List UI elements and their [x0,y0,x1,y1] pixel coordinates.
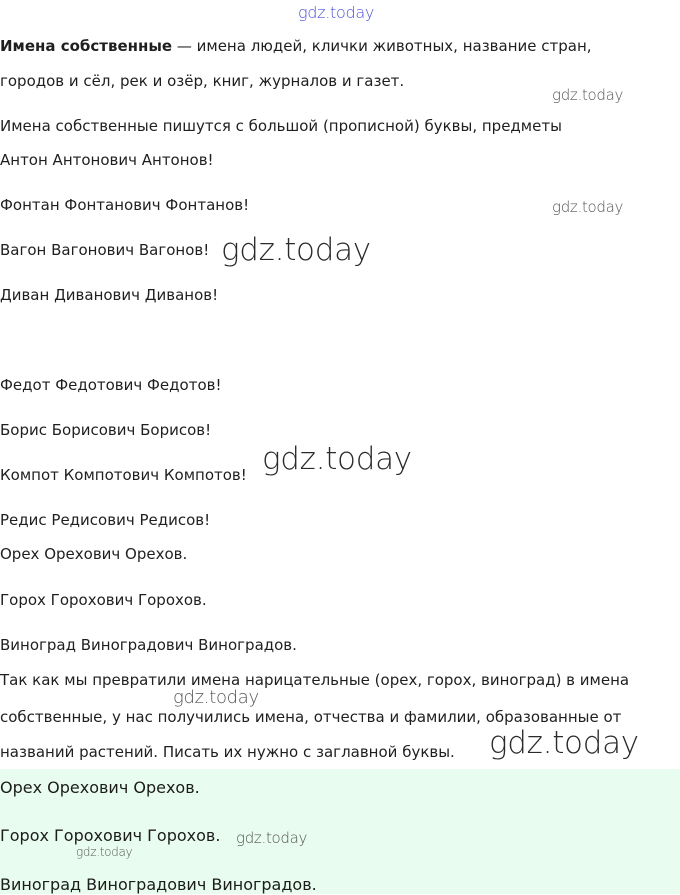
name-line-4: Диван Диванович Диванов! [0,286,219,304]
answer-block [0,769,680,894]
explanation-line-1: Так как мы превратили имена нарицательные (орех, горох, виноград) в имена [0,671,630,689]
intro-line-2: городов и сёл, рек и озёр, книг, журналов и газет. [0,72,405,90]
name-line-9: Орех Орехович Орехов. [0,545,188,563]
name-line-6: Борис Борисович Борисов! [0,421,212,439]
watermark-2: gdz.today [552,86,624,104]
watermark-6: gdz.today [173,687,259,708]
name-line-1: Антон Антонович Антонов! [0,151,214,169]
name-line-8: Редис Редисович Редисов! [0,511,211,529]
answer-line-1: Орех Орехович Орехов. [0,778,200,797]
explanation-line-3: названий растений. Писать их нужно с заглавной буквы. [0,743,455,761]
watermark-top: gdz.today [298,3,375,22]
explanation-line-2: собственные, у нас получились имена, отчества и фамилии, образованные от [0,708,622,726]
watermark-7: gdz.today [489,725,639,761]
watermark-8: gdz.today [236,829,308,847]
name-line-11: Виноград Виноградович Виноградов. [0,636,297,654]
watermark-5: gdz.today [262,441,412,477]
watermark-9: gdz.today [76,845,133,859]
intro-line-3: Имена собственные пишутся с большой (прописной) буквы, предметы [0,117,562,135]
intro-line-1-rest: — имена людей, клички животных, название стран, [172,37,592,55]
watermark-3: gdz.today [552,198,624,216]
name-line-10: Горох Горохович Горохов. [0,591,207,609]
name-line-5: Федот Федотович Федотов! [0,376,222,394]
intro-bold-term: Имена собственные [0,37,173,55]
answer-line-3: Виноград Виноградович Виноградов. [0,875,317,894]
answer-line-2: Горох Горохович Горохов. [0,826,221,845]
watermark-4: gdz.today [221,232,371,268]
name-line-2: Фонтан Фонтанович Фонтанов! [0,196,250,214]
name-line-7: Компот Компотович Компотов! [0,466,247,484]
name-line-3: Вагон Вагонович Вагонов! [0,241,210,259]
intro-line-1 [0,36,592,56]
